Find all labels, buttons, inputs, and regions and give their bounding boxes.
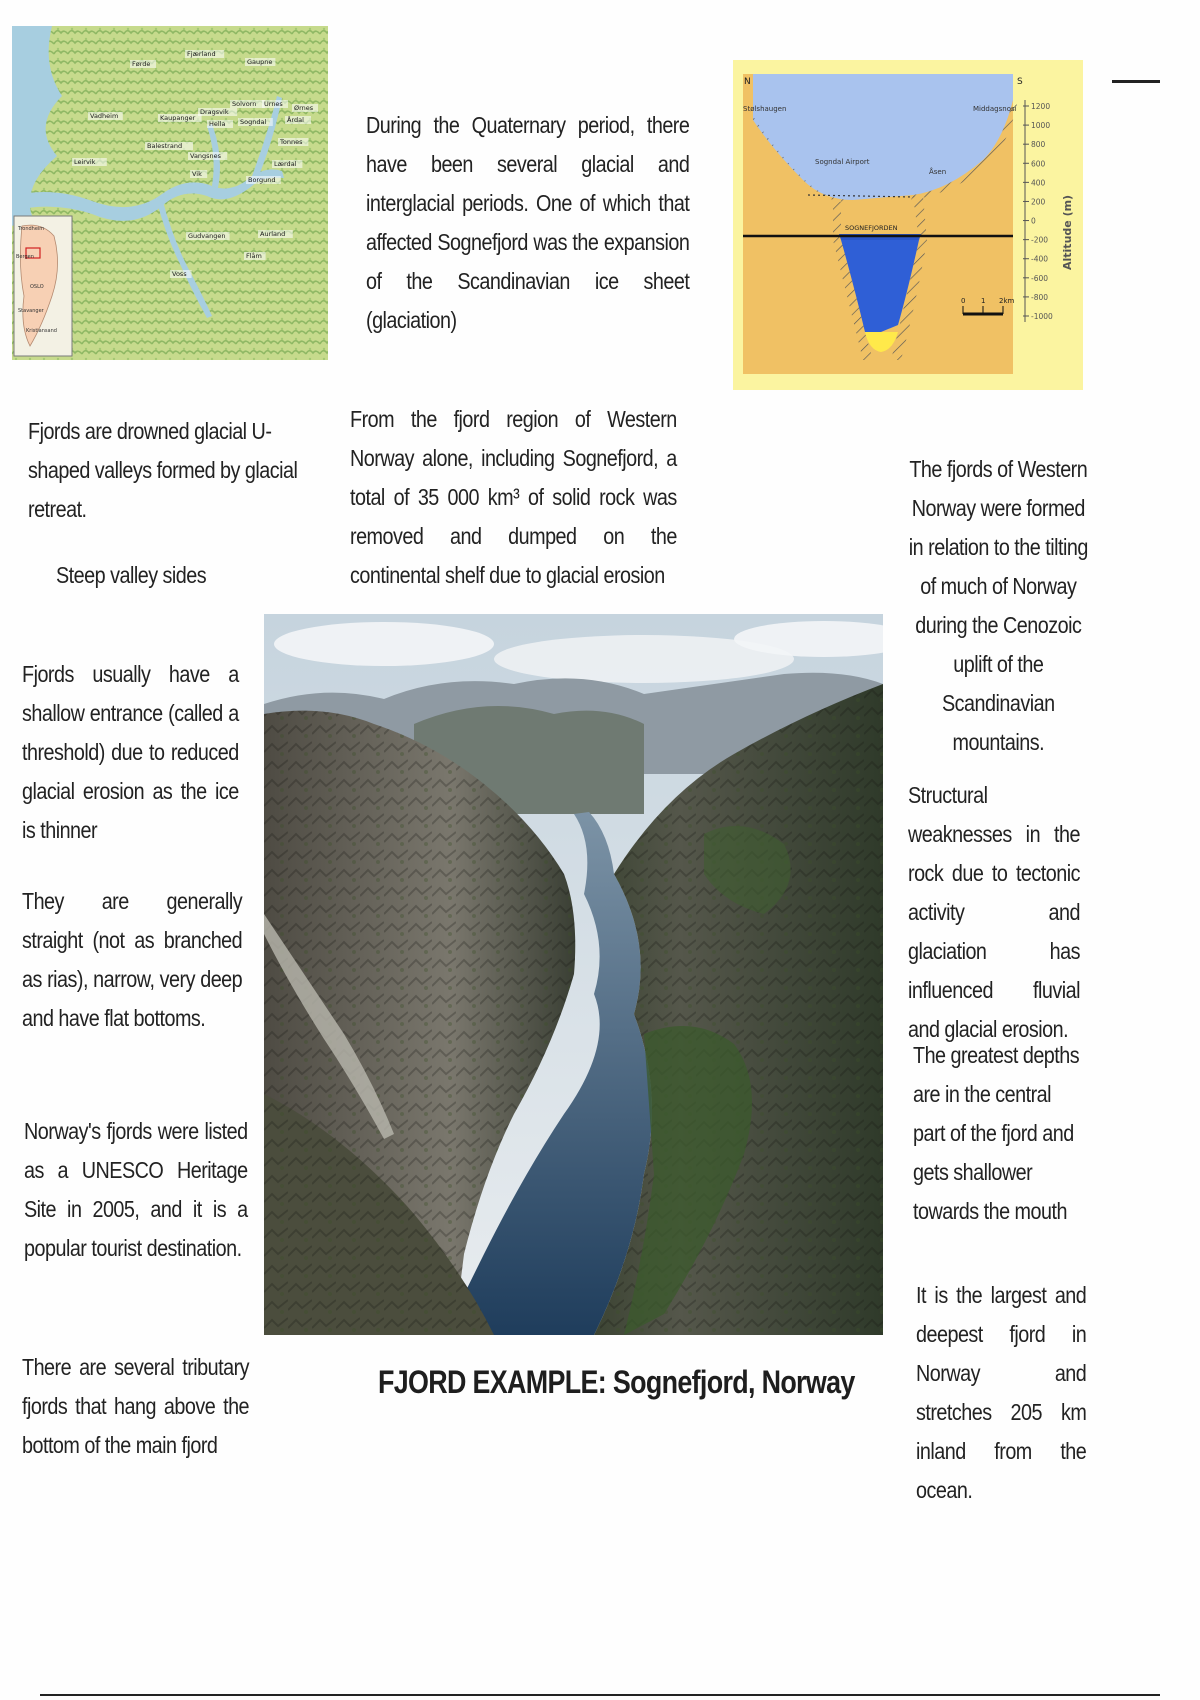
sognefjord-region-map <box>12 26 328 360</box>
map-inset-label: OSLO <box>30 284 44 290</box>
map-label: Flåm <box>246 252 262 260</box>
structural-paragraph: Structural weaknesses in the rock due to tectonic activity and glaciation has influenced fluvial and glacial erosion. <box>908 782 1080 1042</box>
altitude-tick-label: 200 <box>1031 197 1046 207</box>
altitude-tick-label: 800 <box>1031 140 1046 150</box>
airport-label: Sogndal Airport <box>815 158 870 166</box>
scale-0: 0 <box>961 297 966 305</box>
drowned-valleys-paragraph: Fjords are drowned glacial U-shaped valleys formed by glacial retreat. <box>28 418 298 522</box>
scale-1: 1 <box>981 297 986 305</box>
unesco-paragraph: Norway's fjords were listed as a UNESCO Heritage Site in 2005, and it is a popular tourist destination. <box>24 1118 248 1261</box>
map-label: Vangsnes <box>190 152 222 160</box>
altitude-tick-label: 600 <box>1031 159 1046 169</box>
fjord-photo <box>264 614 883 1335</box>
altitude-tick-label: 1200 <box>1031 102 1051 111</box>
right-peak-label: Middagsnosi <box>973 105 1017 113</box>
map-label: Leirvik <box>74 158 96 166</box>
map-label: Tonnes <box>280 138 303 146</box>
north-label: N <box>744 77 751 87</box>
map-label: Ørnes <box>294 104 314 112</box>
top-right-rule <box>1112 80 1160 83</box>
altitude-tick-label: 400 <box>1031 178 1046 188</box>
fjord-example-caption: FJORD EXAMPLE: Sognefjord, Norway <box>378 1364 855 1400</box>
map-label: Vik <box>192 170 202 178</box>
map-label: Lærdal <box>274 160 297 168</box>
asen-label: Åsen <box>929 168 947 176</box>
map-label: Sogndal <box>240 118 267 126</box>
altitude-axis-label: Altitude (m) <box>1061 194 1074 270</box>
tributary-paragraph: There are several tributary fjords that hang above the bottom of the main fjord <box>22 1354 250 1458</box>
threshold-paragraph: Fjords usually have a shallow entrance (called a threshold) due to reduced glacial erosion as the ice is thinner <box>22 661 239 843</box>
tilting-paragraph: The fjords of Western Norway were formed in relation to the tilting of much of Norway during the Cenozoic uplift of the Scandinavian mountains. <box>908 456 1088 755</box>
straight-paragraph: They are generally straight (not as branched as rias), narrow, very deep and have flat bottoms. <box>22 888 243 1031</box>
depths-paragraph: The greatest depths are in the central part of the fjord and gets shallower towards the mouth <box>913 1042 1080 1224</box>
map-label: Hella <box>209 120 226 128</box>
map-label: Urnes <box>264 100 283 108</box>
altitude-tick-label: -800 <box>1031 292 1049 302</box>
scale-2km: 2km <box>999 297 1015 305</box>
altitude-tick-label: 0 <box>1031 216 1036 226</box>
south-label: S <box>1017 77 1023 87</box>
steep-sides-label: Steep valley sides <box>56 562 207 588</box>
map-label: Førde <box>132 60 151 68</box>
map-label: Dragsvik <box>200 108 229 116</box>
map-label: Borgund <box>248 176 276 184</box>
altitude-tick-label: -600 <box>1031 273 1049 283</box>
map-inset-label: Trondheim <box>18 226 45 232</box>
sognefjord-cross-section <box>733 60 1083 390</box>
quaternary-paragraph: During the Quaternary period, there have been several glacial and interglacial periods. One of which that affected Sognefjord was the expansion of the Scandinavian ice sheet (glaciation) <box>366 112 690 333</box>
map-label: Aurland <box>260 230 286 238</box>
largest-paragraph: It is the largest and deepest fjord in Norway and stretches 205 km inland from the ocean. <box>916 1282 1087 1503</box>
left-peak-label: Stølshaugen <box>743 105 787 113</box>
altitude-tick-label: -400 <box>1031 254 1049 264</box>
map-label: Voss <box>172 270 187 278</box>
map-label: Gaupne <box>247 58 273 66</box>
map-label: Balestrand <box>147 142 183 150</box>
altitude-tick-label: 1000 <box>1031 121 1051 131</box>
map-label: Gudvangen <box>188 232 226 240</box>
map-label: Årdal <box>287 116 304 124</box>
map-inset-label: Bergen <box>16 254 34 260</box>
map-inset-label: Kristiansand <box>26 328 57 334</box>
map-label: Kaupanger <box>160 114 196 122</box>
map-label: Vadheim <box>90 112 119 120</box>
fjord-label: SOGNEFJORDEN <box>845 224 898 232</box>
erosion-volume-paragraph: From the fjord region of Western Norway alone, including Sognefjord, a total of 35 000 km³ of solid rock was removed and dumped on the continental shelf due to glacial erosion <box>350 406 677 588</box>
map-label: Solvorn <box>232 100 257 108</box>
altitude-tick-label: -200 <box>1031 235 1049 245</box>
altitude-tick-label: -1000 <box>1031 312 1053 321</box>
map-inset-label: Stavanger <box>18 308 44 314</box>
bottom-rule <box>40 1694 1160 1696</box>
map-label: Fjærland <box>187 50 216 58</box>
